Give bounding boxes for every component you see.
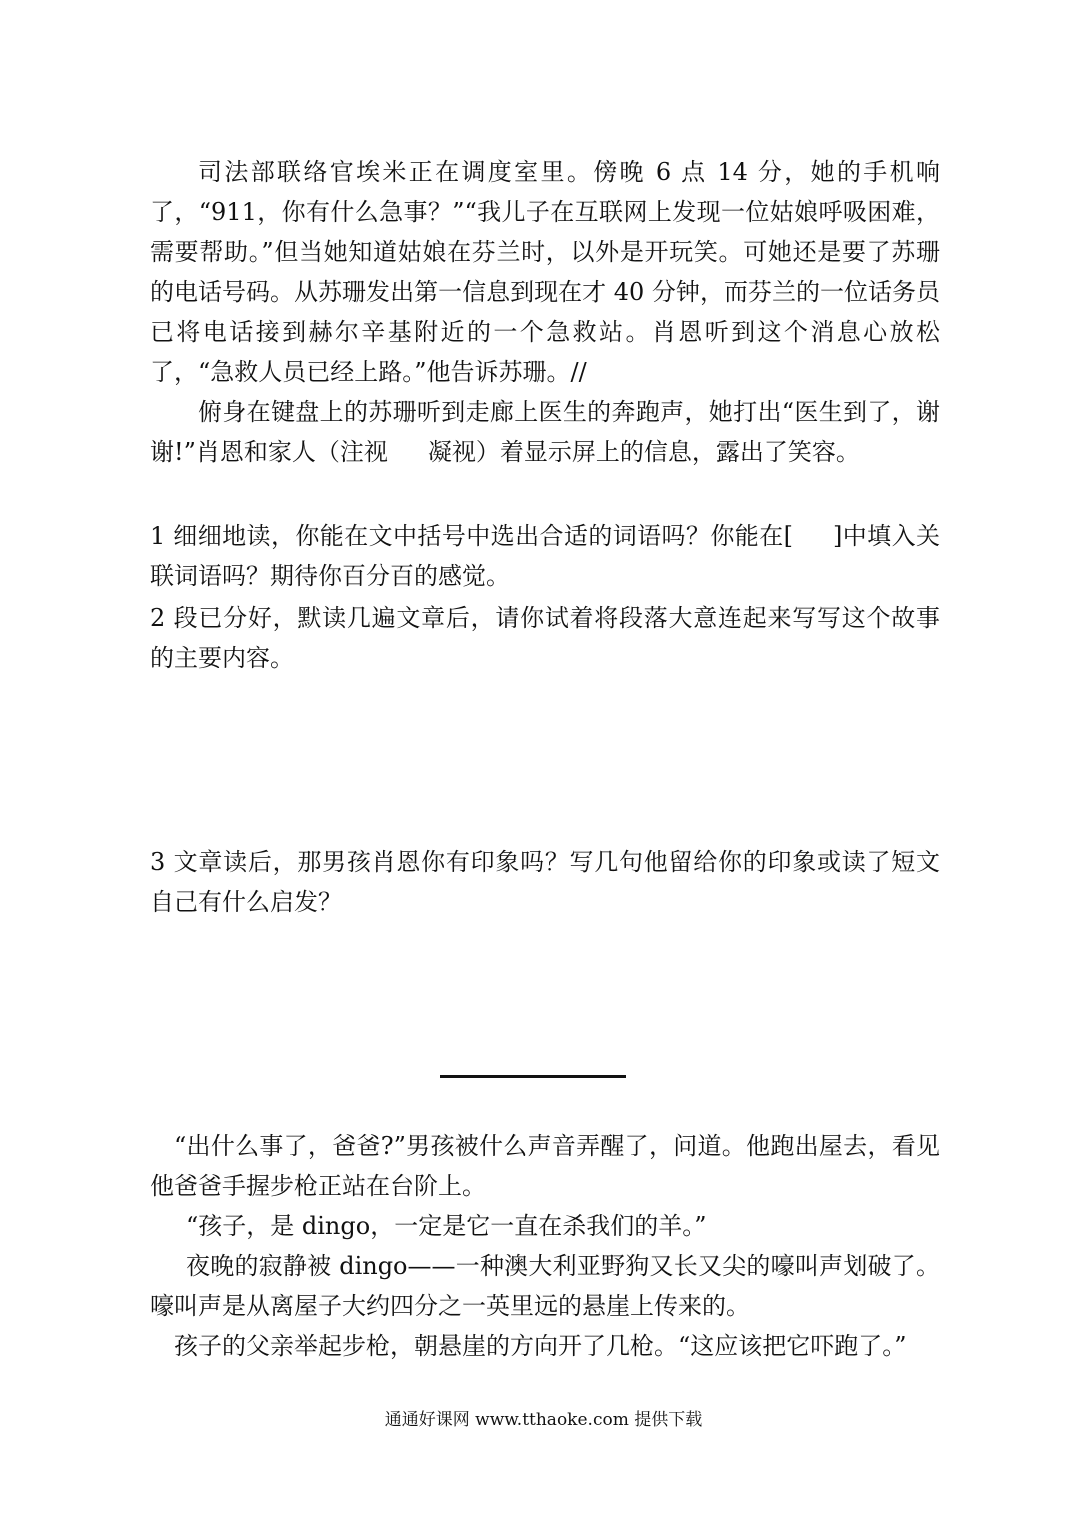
question-1-end: ]中填入关联词语吗？期待你百分百的感觉。 <box>150 522 940 590</box>
story2-paragraph-2: “孩子，是 dingo，一定是它一直在杀我们的羊。” <box>186 1212 707 1240</box>
question-3-text: 3 文章读后，那男孩肖恩你有印象吗？写几句他留给你的印象或读了短文自己有什么启发？ <box>150 848 940 916</box>
story1-paragraph-2-start: 俯身在键盘上的苏珊听到走廊上医生的奔跑声，她打出“医生到了，谢谢!”肖恩和家人（注视 <box>150 398 940 466</box>
question-3 <box>150 842 940 922</box>
question-1-text <box>150 516 940 596</box>
story2-paragraph-3: 夜晚的寂静被 dingo——一种澳大利亚野狗又长又尖的嚎叫声划破了。嚎叫声是从离屋子大约四分之一英里远的悬崖上传来的。 <box>150 1252 940 1320</box>
story1-paragraph-2 <box>150 392 940 472</box>
question-2 <box>150 598 940 678</box>
story2-section <box>150 1126 940 1366</box>
story1-paragraph-1: 司法部联络官埃米正在调度室里。傍晚 6 点 14 分，她的手机响了，“911，你有什么急事？”“我儿子在互联网上发现一位姑娘呼吸困难，需要帮助。”但当她知道姑娘在芬兰时，以外是开玩笑。可她还是要了苏珊的电话号码。从苏珊发出第一信息到现在才 40 分钟，而芬兰的一位话务员已将电话接到赫尔辛基附近的一个急救站。肖恩听到这个消息心放松了，“急救人员已经上路。”他告诉苏珊。// <box>150 158 940 386</box>
story2-paragraph-1: “出什么事了，爸爸?”男孩被什么声音弄醒了，问道。他跑出屋去，看见他爸爸手握步枪正站在台阶上。 <box>150 1132 940 1200</box>
question-2-text: 2 段已分好，默读几遍文章后，请你试着将段落大意连起来写写这个故事的主要内容。 <box>150 604 940 672</box>
story2-paragraph-4: 孩子的父亲举起步枪，朝悬崖的方向开了几枪。“这应该把它吓跑了。” <box>174 1332 907 1360</box>
question-1-start: 1 细细地读，你能在文中括号中选出合适的词语吗？你能在[ <box>150 522 793 550</box>
section-divider <box>440 1075 626 1078</box>
story1-section <box>150 152 940 472</box>
question-1 <box>150 516 940 596</box>
page-footer: 通通好课网 www.tthaoke.com 提供下载 <box>384 1410 703 1430</box>
story1-paragraph-2-end: 凝视）着显示屏上的信息，露出了笑容。 <box>427 438 860 466</box>
